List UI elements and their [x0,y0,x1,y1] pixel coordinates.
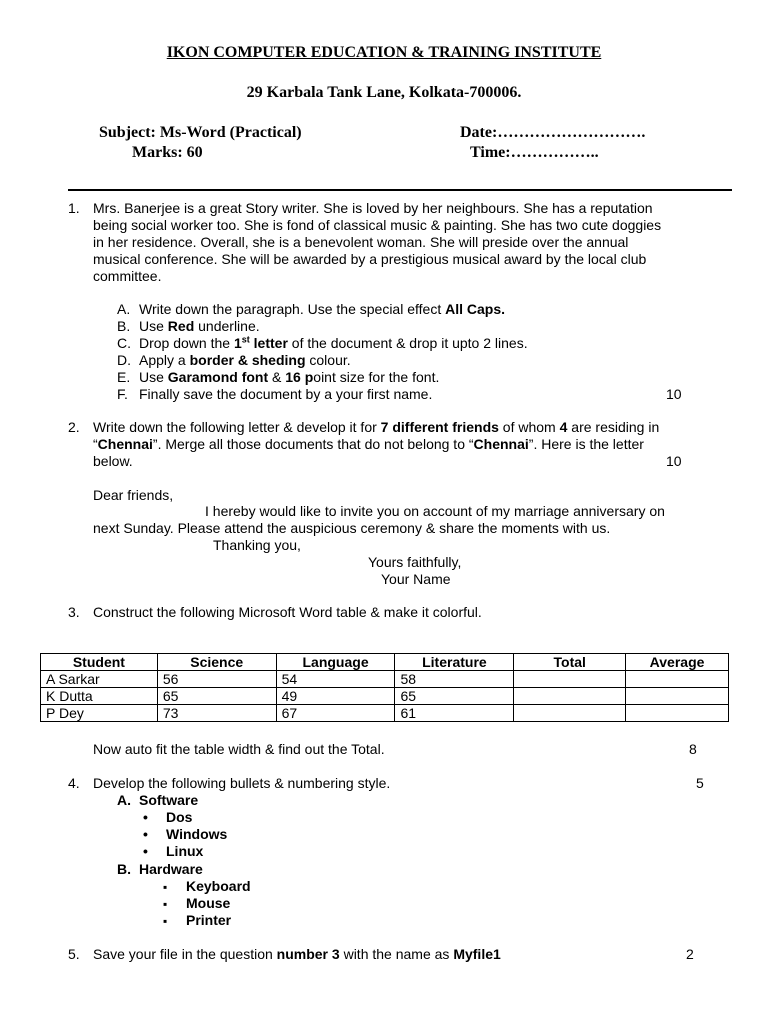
letter-thanks: Thanking you, [213,537,301,553]
table-cell [514,705,626,722]
date-line: Date:………………………. [460,124,646,141]
q1-marks: 10 [666,386,682,402]
letter-body-2: next Sunday. Please attend the auspicious ceremony & share the moments with us. [93,520,611,536]
q3-after-text: Now auto fit the table width & find out the Total. [93,741,385,757]
header-divider [68,189,732,191]
list-item: • Dos [143,809,193,825]
q1-number: 1. [68,200,80,216]
subject-line: Subject: Ms-Word (Practical) [99,124,302,141]
list-item: • Windows [143,826,228,842]
table-cell: 65 [395,688,514,705]
q2-number: 2. [68,419,80,435]
table-cell: 73 [157,705,276,722]
q1-task-f: F. Finally save the document by a your first name. [117,386,433,402]
table-cell: 61 [395,705,514,722]
hardware-bullets [163,878,251,929]
list-item: • Linux [143,843,204,859]
table-cell [514,671,626,688]
institute-title: IKON COMPUTER EDUCATION & TRAINING INSTITUTE [166,44,602,61]
letter-name: Your Name [381,571,451,587]
q2-marks: 10 [666,453,682,469]
table-cell [626,688,729,705]
table-cell: 65 [157,688,276,705]
q1-task-e: E. Use Garamond font & 16 point size for the font. [117,369,440,385]
q4-text: Develop the following bullets & numbering style. [93,775,391,791]
table-header-cell: Literature [395,654,514,671]
table-header-row [41,654,729,671]
list-a-label: A. [117,792,131,808]
q1-tasks [117,301,528,403]
q2-line-1: Write down the following letter & develop it for 7 different friends of whom 4 are residing in [93,419,660,435]
table-cell: 56 [157,671,276,688]
q1-line: Mrs. Banerjee is a great Story writer. She is loved by her neighbours. She has a reputation [93,200,653,216]
table-cell: 67 [276,705,395,722]
table-row [41,688,729,705]
q4-marks: 5 [696,775,704,791]
table-cell: A Sarkar [41,671,158,688]
marks-table [40,653,729,722]
q5-number: 5. [68,946,80,962]
table-header-cell: Science [157,654,276,671]
q5-text: Save your file in the question number 3 with the name as Myfile1 [93,946,501,962]
table-cell [514,688,626,705]
q1-line: in her residence. Overall, she is a benevolent woman. She will preside over the annual [93,234,629,250]
q4-number: 4. [68,775,80,791]
table-cell [626,671,729,688]
q1-paragraph [93,200,733,285]
list-item: ▪ Mouse [163,895,231,911]
q2-line-2: “Chennai”. Merge all those documents that do not belong to “Chennai”. Here is the letter [93,436,644,452]
q1-task-c: C. Drop down the 1st letter of the document & drop it upto 2 lines. [117,334,528,351]
table-row [41,705,729,722]
letter-body-1: I hereby would like to invite you on account of my marriage anniversary on [205,503,665,519]
table-header-cell: Language [276,654,395,671]
list-b-label: B. [117,861,131,877]
table-header-cell: Student [41,654,158,671]
marks-line: Marks: 60 [132,144,203,161]
q3-marks: 8 [689,741,697,757]
table-cell: 49 [276,688,395,705]
list-item: ▪ Printer [163,912,232,928]
table-cell: 54 [276,671,395,688]
q1-line: committee. [93,268,162,284]
q1-line: being social worker too. She is fond of classical music & painting. She has two cute doggies [93,217,662,233]
table-header-cell: Average [626,654,729,671]
list-item: ▪ Keyboard [163,878,251,894]
q5-marks: 2 [686,946,694,962]
q1-task-a: A. Write down the paragraph. Use the special effect All Caps. [117,301,506,317]
q2-line-3: below. [93,453,133,469]
q2-paragraph [93,419,733,470]
q3-number: 3. [68,604,80,620]
table-cell: P Dey [41,705,158,722]
list-a-text: Software [139,792,199,808]
letter-salutation: Dear friends, [93,487,174,503]
table-row [41,671,729,688]
time-line: Time:…………….. [470,144,599,161]
q3-text: Construct the following Microsoft Word table & make it colorful. [93,604,482,620]
q1-task-d: D. Apply a border & sheding colour. [117,352,351,368]
letter-closing: Yours faithfully, [368,554,462,570]
table-cell: 58 [395,671,514,688]
list-b-text: Hardware [139,861,203,877]
q1-line: musical conference. She will be awarded by a prestigious musical award by the local club [93,251,647,267]
table-header-cell: Total [514,654,626,671]
q1-task-b: B. Use Red underline. [117,318,260,334]
table-cell [626,705,729,722]
table-cell: K Dutta [41,688,158,705]
institute-address: 29 Karbala Tank Lane, Kolkata-700006. [246,84,522,101]
software-bullets [143,809,227,860]
